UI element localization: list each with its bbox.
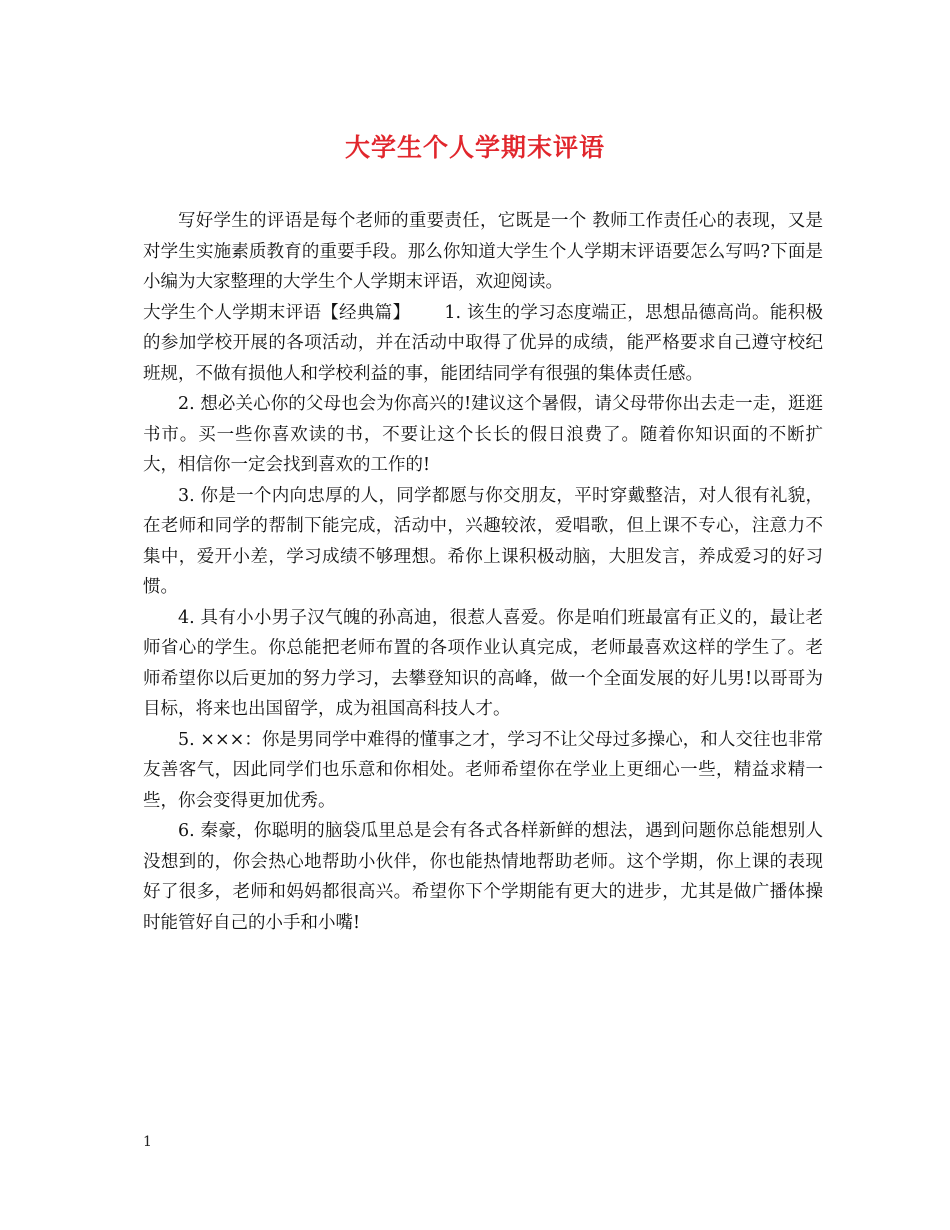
comment-item-4: 4. 具有小小男子汉气魄的孙高迪，很惹人喜爱。你是咱们班最富有正义的，最让老师省心的学生。你总能把老师布置的各项作业认真完成，老师最喜欢这样的学生了。老师希望你以后更加的努力学习，去攀登知识的高峰，做一个全面发展的好儿男!以哥哥为目标，将来也出国留学，成为祖国高科技人才。 [143, 607, 823, 719]
section-paragraph [143, 298, 823, 390]
page-number: 1 [143, 1134, 152, 1150]
document-title: 大学生个人学期末评语 [344, 133, 605, 162]
comment-item-6: 6. 秦豪，你聪明的脑袋瓜里总是会有各式各样新鲜的想法，遇到问题你总能想别人没想到的，你会热心地帮助小伙伴，你也能热情地帮助老师。这个学期，你上课的表现好了很多，老师和妈妈都很高兴。希望你下个学期能有更大的进步，尤其是做广播体操时能管好自己的小手和小嘴! [143, 821, 823, 933]
document-body [143, 206, 823, 938]
comment-item-1: 1. 该生的学习态度端正，思想品德高尚。能积极的参加学校开展的各项活动，并在活动中取得了优异的成绩，能严格要求自己遵守校纪班规，不做有损他人和学校利益的事，能团结同学有很强的集体责任感。 [143, 302, 824, 384]
comment-item-3: 3. 你是一个内向忠厚的人，同学都愿与你交朋友，平时穿戴整洁，对人很有礼貌，在老师和同学的帮制下能完成，活动中，兴趣较浓，爱唱歌，但上课不专心，注意力不集中，爱开小差，学习成绩不够理想。希你上课积极动脑，大胆发言，养成爱习的好习惯。 [143, 485, 823, 597]
section-heading: 大学生个人学期末评语【经典篇】 [143, 302, 411, 323]
comment-item-2: 2. 想必关心你的父母也会为你高兴的!建议这个暑假，请父母带你出去走一走，逛逛书市。买一些你喜欢读的书，不要让这个长长的假日浪费了。随着你知识面的不断扩大，相信你一定会找到喜欢的工作的! [143, 394, 823, 475]
comment-item-5: 5. ×××：你是男同学中难得的懂事之才，学习不让父母过多操心，和人交往也非常友善客气，因此同学们也乐意和你相处。老师希望你在学业上更细心一些，精益求精一些，你会变得更加优秀。 [143, 729, 823, 811]
intro-paragraph: 写好学生的评语是每个老师的重要责任，它既是一个 教师工作责任心的表现，又是对学生实施素质教育的重要手段。那么你知道大学生个人学期末评语要怎么写吗?下面是小编为大家整理的大学生个人学期末评语，欢迎阅读。 [143, 211, 823, 292]
